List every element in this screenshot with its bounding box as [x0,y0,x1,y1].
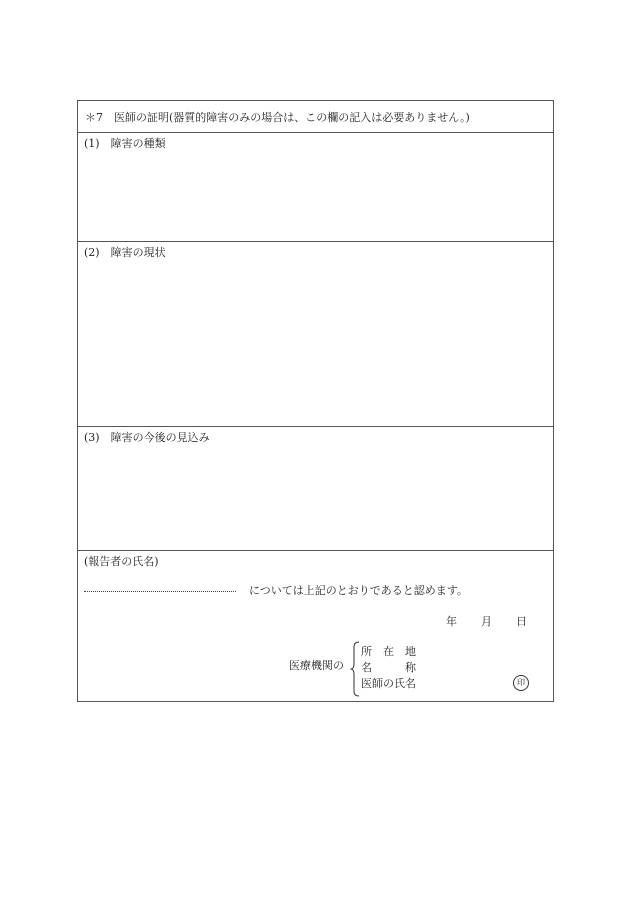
date-month-label: 月 [481,615,492,628]
address-label: 所 在 地 [361,645,416,658]
reporter-name-line[interactable] [84,591,236,592]
section-prognosis [78,426,553,551]
date-day-label: 日 [516,615,527,628]
form-title: ＊7 医師の証明(器質的障害のみの場合は、この欄の記入は必要ありません。) [85,111,470,124]
left-brace-icon [350,641,360,697]
section-disability-type [78,132,553,242]
doctor-certificate-form [77,100,554,702]
section-label: (2) 障害の現状 [84,246,166,259]
section-reporter [78,550,553,702]
institution-label: 医療機関の [289,659,344,672]
form-header-row [78,101,553,132]
section-label: (1) 障害の種類 [84,137,166,150]
institution-name-label: 名 称 [361,661,416,674]
seal-icon: 印 [513,675,529,691]
certification-statement: については上記のとおりであると認めます。 [249,584,468,597]
section-label: (3) 障害の今後の見込み [84,431,210,444]
reporter-label: (報告者の氏名) [84,555,159,568]
section-current-condition [78,241,553,427]
doctor-name-label: 医師の氏名 [361,677,416,690]
date-year-label: 年 [446,615,457,628]
